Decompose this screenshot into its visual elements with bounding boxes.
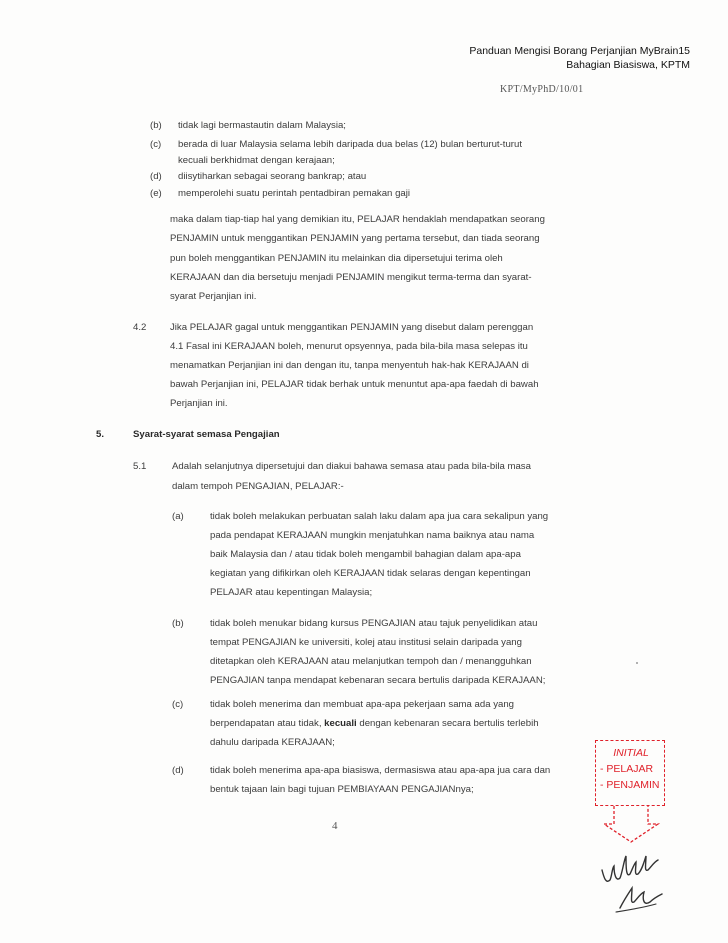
list-text-c-1: berada di luar Malaysia selama lebih daripada dua belas (12) bulan berturut-turut: [178, 139, 522, 150]
item-line: dahulu daripada KERAJAAN;: [210, 737, 335, 748]
clause-line: Jika PELAJAR gagal untuk menggantikan PENJAMIN yang disebut dalam perenggan: [170, 322, 534, 333]
list-text-b: tidak lagi bermastautin dalam Malaysia;: [178, 120, 346, 131]
paragraph-line: pun boleh menggantikan PENJAMIN itu melainkan dia dipersetujui terima oleh: [170, 253, 503, 264]
item-line: kegiatan yang difikirkan oleh KERAJAAN tidak selaras dengan kepentingan: [210, 568, 531, 579]
item-line: baik Malaysia dan / atau tidak boleh mengambil bahagian dalam apa-apa: [210, 549, 521, 560]
item-text: dengan kebenaran secara bertulis terlebih: [356, 718, 539, 729]
item-line: PELAJAR atau kepentingan Malaysia;: [210, 587, 373, 598]
item-label-a: (a): [172, 511, 184, 522]
section-number: 5.: [96, 429, 105, 440]
down-arrow-icon: [600, 806, 662, 844]
initial-title: INITIAL: [613, 747, 649, 759]
item-label-b: (b): [172, 618, 184, 629]
item-line: tidak boleh melakukan perbuatan salah laku dalam apa jua cara sekalipun yang: [210, 511, 549, 522]
paragraph-line: syarat Perjanjian ini.: [170, 291, 257, 302]
item-line: bentuk tajaan lain bagi tujuan PEMBIAYAAN PENGAJIANnya;: [210, 784, 474, 795]
header-line-1: Panduan Mengisi Borang Perjanjian MyBrain15: [469, 45, 690, 57]
item-text: berpendapatan atau tidak,: [210, 718, 325, 729]
item-line: pada pendapat KERAJAAN mungkin menjatuhkan nama baiknya atau nama: [210, 530, 535, 541]
header-line-2: Bahagian Biasiswa, KPTM: [566, 59, 690, 71]
item-label-c: (c): [172, 699, 184, 710]
item-line: tidak boleh menerima apa-apa biasiswa, dermasiswa atau apa-apa jua cara dan: [210, 765, 551, 776]
emphasis-text: kecuali: [324, 718, 357, 729]
item-line: tidak boleh menerima dan membuat apa-apa pekerjaan sama ada yang: [210, 699, 514, 710]
paragraph-line: maka dalam tiap-tiap hal yang demikian itu, PELAJAR hendaklah mendapatkan seorang: [170, 214, 545, 225]
clause-line: Adalah selanjutnya dipersetujui dan diakui bahawa semasa atau pada bila-bila masa: [172, 461, 531, 472]
document-reference: KPT/MyPhD/10/01: [500, 84, 584, 95]
list-label-e: (e): [150, 188, 162, 199]
list-text-c-2: kecuali berkhidmat dengan kerajaan;: [178, 155, 335, 166]
list-text-d: diisytiharkan sebagai seorang bankrap; atau: [178, 171, 367, 182]
clause-line: Perjanjian ini.: [170, 398, 228, 409]
speck: [636, 662, 638, 664]
page-number: 4: [332, 820, 338, 832]
clause-line: menamatkan Perjanjian ini dan dengan itu, tanpa menyentuh hak-hak KERAJAAN di: [170, 360, 529, 371]
list-label-d: (d): [150, 171, 162, 182]
clause-line: 4.1 Fasal ini KERAJAAN boleh, menurut opsyennya, pada bila-bila masa selepas itu: [170, 341, 528, 352]
clause-line: dalam tempoh PENGAJIAN, PELAJAR:-: [172, 481, 344, 492]
signature-icon: [598, 848, 678, 928]
clause-line: bawah Perjanjian ini, PELAJAR tidak berhak untuk menuntut apa-apa faedah di bawah: [170, 379, 539, 390]
paragraph-line: KERAJAAN dan dia bersetuju menjadi PENJAMIN mengikut terma-terma dan syarat-: [170, 272, 532, 283]
page-header: [469, 44, 690, 72]
initial-pelajar: - PELAJAR: [600, 763, 654, 775]
clause-number: 4.2: [133, 322, 147, 333]
item-label-d: (d): [172, 765, 184, 776]
section-title: Syarat-syarat semasa Pengajian: [133, 429, 280, 440]
item-line: tempat PENGAJIAN ke universiti, kolej atau institusi selain daripada yang: [210, 637, 522, 648]
list-text-e: memperolehi suatu perintah pentadbiran pemakan gaji: [178, 188, 410, 199]
clause-number: 5.1: [133, 461, 147, 472]
item-line: [210, 718, 539, 729]
initial-annotation-box: [595, 740, 665, 806]
initial-penjamin: - PENJAMIN: [600, 779, 660, 791]
list-label-b: (b): [150, 120, 162, 131]
item-line: ditetapkan oleh KERAJAAN atau melanjutkan tempoh dan / menangguhkan: [210, 656, 532, 667]
item-line: PENGAJIAN tanpa mendapat kebenaran secara bertulis daripada KERAJAAN;: [210, 675, 546, 686]
list-label-c: (c): [150, 139, 162, 150]
paragraph-line: PENJAMIN untuk menggantikan PENJAMIN yang pertama tersebut, dan tiada seorang: [170, 233, 540, 244]
item-line: tidak boleh menukar bidang kursus PENGAJIAN atau tajuk penyelidikan atau: [210, 618, 538, 629]
